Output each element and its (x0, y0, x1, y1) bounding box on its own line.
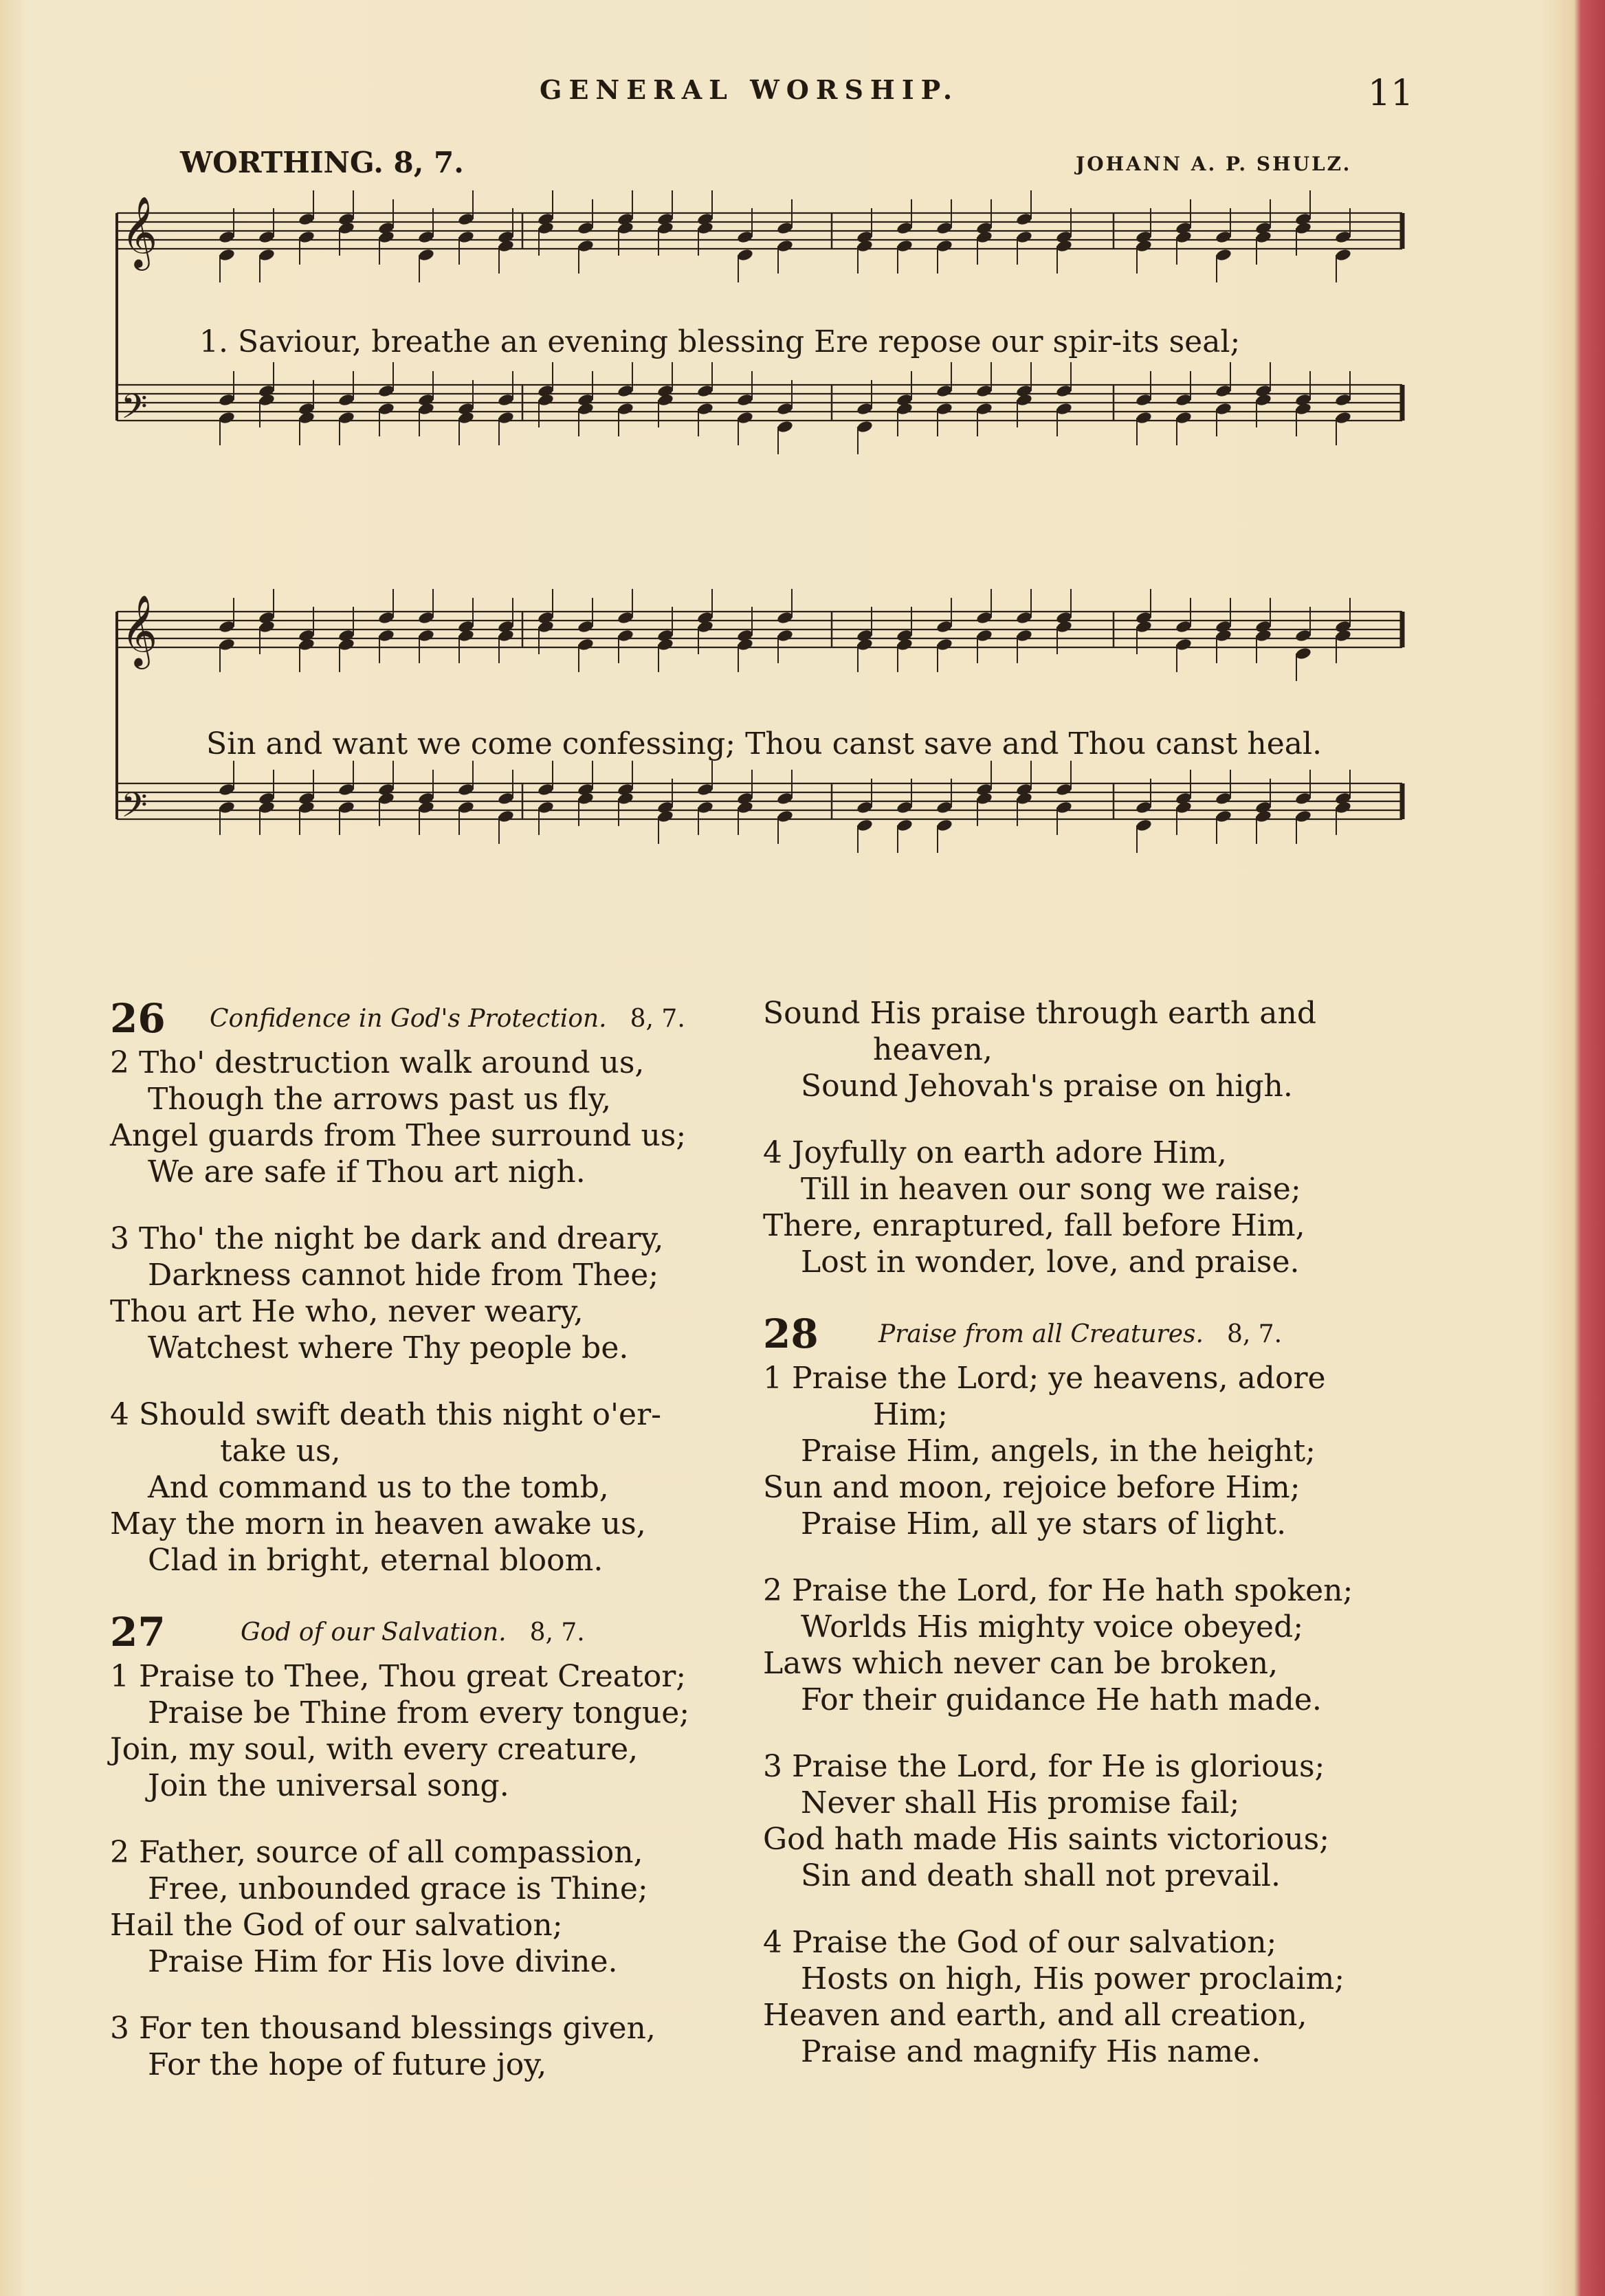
note-head (537, 801, 554, 815)
lyric-line-1: 1. Saviour, breathe an evening blessing Ere repose our spir-its seal; (199, 324, 1241, 359)
verse-line: Sound His praise through earth and (763, 996, 1316, 1031)
note-head (298, 230, 315, 245)
treble-clef: 𝄞 (121, 594, 158, 667)
note-head (298, 212, 315, 227)
hymn-heading (763, 1311, 1423, 1360)
note-head (1294, 647, 1311, 661)
note-head (577, 221, 594, 236)
verse-line: There, enraptured, fall before Him, (763, 1208, 1305, 1243)
verse-line: Praise and magnify His name. (801, 2034, 1261, 2069)
note-head (1215, 810, 1232, 824)
note-head (776, 792, 793, 806)
stanza (763, 995, 1423, 1104)
verse-line: Sin and death shall not prevail. (801, 1858, 1281, 1893)
note-head (776, 239, 793, 254)
verse-line: heaven, (873, 1032, 993, 1067)
note-head (1175, 638, 1192, 652)
verse-line: Angel guards from Thee surround us; (110, 1118, 687, 1153)
hymn-title-text: God of our Salvation. (241, 1618, 507, 1647)
verse-line: Sun and moon, rejoice before Him; (763, 1470, 1300, 1505)
note-head (776, 629, 793, 643)
note-head (377, 611, 395, 625)
note-head (617, 384, 634, 399)
note-head (1175, 411, 1192, 425)
note-head (1015, 611, 1032, 625)
note-head (936, 801, 953, 815)
bass-clef: 𝄢 (121, 785, 148, 834)
verse-line: Never shall His promise fail; (801, 1785, 1240, 1820)
hymn-title (241, 1618, 585, 1647)
note-head (617, 402, 634, 416)
verse-line: Clad in bright, eternal bloom. (148, 1543, 604, 1578)
running-title: GENERAL WORSHIP. (540, 74, 960, 105)
note-head (1334, 393, 1351, 408)
verse-line: Join, my soul, with every creature, (110, 1732, 639, 1767)
hymn-heading (110, 995, 770, 1045)
note-head (457, 230, 474, 245)
note-head (377, 629, 395, 643)
note-head (497, 810, 514, 824)
note-head (337, 393, 355, 408)
verse-line: Laws which never can be broken, (763, 1646, 1279, 1681)
hymn-title-text: Confidence in God's Protection. (210, 1005, 607, 1033)
hymn-heading (110, 1609, 770, 1658)
note-head (218, 411, 235, 425)
note-head (696, 783, 713, 797)
note-head (577, 620, 594, 634)
lyric-line-2: Sin and want we come confessing; Thou canst save and Thou canst heal. (206, 726, 1322, 761)
stanza (110, 1658, 770, 1804)
note-head (377, 402, 395, 416)
hymn-title (210, 1005, 685, 1033)
stanza (110, 1045, 770, 1190)
note-head (776, 402, 793, 416)
note-head (218, 783, 235, 797)
note-head (417, 248, 434, 263)
note-head (1215, 384, 1232, 399)
verse-line: 2 Tho' destruction walk around us, (110, 1045, 645, 1080)
note-head (1175, 620, 1192, 634)
note-head (1334, 230, 1351, 245)
verse-line: Hosts on high, His power proclaim; (801, 1961, 1345, 1996)
verse-line: Sound Jehovah's praise on high. (801, 1069, 1293, 1104)
note-head (896, 801, 913, 815)
verse-line: Hail the God of our salvation; (110, 1908, 563, 1943)
verse-line: 4 Joyfully on earth adore Him, (763, 1135, 1227, 1170)
verse-line: Heaven and earth, and all creation, (763, 1998, 1307, 2033)
note-head (936, 384, 953, 399)
verse-line: Free, unbounded grace is Thine; (148, 1871, 648, 1906)
note-head (856, 420, 873, 434)
note-head (736, 248, 753, 263)
note-head (497, 411, 514, 425)
note-head (696, 384, 713, 399)
verse-line: We are safe if Thou art nigh. (148, 1155, 586, 1190)
note-head (417, 629, 434, 643)
note-head (776, 810, 793, 824)
verse-line: For the hope of future joy, (148, 2047, 547, 2082)
verse-line: 1 Praise to Thee, Thou great Creator; (110, 1659, 687, 1694)
note-head (776, 420, 793, 434)
note-head (1135, 818, 1152, 833)
verse-line: 3 For ten thousand blessings given, (110, 2011, 656, 2046)
left-column (110, 995, 770, 2113)
note-head (1215, 792, 1232, 806)
note-head (736, 230, 753, 245)
verse-line: 2 Praise the Lord, for He hath spoken; (763, 1573, 1353, 1608)
verse-line: Praise Him, angels, in the height; (801, 1434, 1316, 1469)
note-head (457, 801, 474, 815)
note-head (1015, 212, 1032, 227)
stanza (110, 1221, 770, 1366)
stanza (763, 1135, 1423, 1280)
verse-line: 3 Praise the Lord, for He is glorious; (763, 1749, 1325, 1784)
note-head (1294, 629, 1311, 643)
note-head (258, 248, 275, 263)
note-head (577, 638, 594, 652)
verse-line: God hath made His saints victorious; (763, 1822, 1330, 1857)
verse-line: Join the universal song. (148, 1768, 509, 1803)
note-head (936, 402, 953, 416)
note-head (1334, 411, 1351, 425)
note-head (936, 620, 953, 634)
hymn-title-text: Praise from all Creatures. (878, 1320, 1204, 1348)
note-head (218, 801, 235, 815)
verse-line: 2 Father, source of all compassion, (110, 1835, 643, 1870)
verse-line: Till in heaven our song we raise; (801, 1172, 1301, 1207)
note-head (218, 638, 235, 652)
note-head (1215, 248, 1232, 263)
note-head (497, 393, 514, 408)
note-head (856, 818, 873, 833)
note-head (417, 230, 434, 245)
note-head (577, 239, 594, 254)
note-head (337, 801, 355, 815)
note-head (856, 801, 873, 815)
verse-line: And command us to the tomb, (148, 1470, 609, 1505)
note-head (1135, 801, 1152, 815)
note-head (975, 384, 993, 399)
note-head (936, 818, 953, 833)
note-head (617, 611, 634, 625)
verse-line: Worlds His mighty voice obeyed; (801, 1609, 1304, 1645)
note-head (896, 818, 913, 833)
note-head (218, 230, 235, 245)
note-head (1055, 783, 1072, 797)
note-head (1135, 393, 1152, 408)
note-head (1175, 393, 1192, 408)
verse-line: Watchest where Thy people be. (148, 1330, 629, 1366)
note-head (1215, 402, 1232, 416)
note-head (936, 638, 953, 652)
tune-heading (0, 146, 1605, 187)
music-score (110, 186, 1416, 900)
tune-composer: JOHANN A. P. SHULZ. (1076, 153, 1352, 175)
note-head (377, 384, 395, 399)
note-head (497, 792, 514, 806)
stanza (110, 1834, 770, 1980)
right-column (763, 995, 1423, 2100)
note-head (617, 629, 634, 643)
page-number: 11 (1368, 73, 1414, 114)
note-head (218, 393, 235, 408)
verse-line: Praise Him for His love divine. (148, 1944, 618, 1979)
note-head (258, 230, 275, 245)
verse-line: Praise be Thine from every tongue; (148, 1695, 690, 1730)
verse-line: Lost in wonder, love, and praise. (801, 1245, 1300, 1280)
note-head (1334, 248, 1351, 263)
note-head (1294, 792, 1311, 806)
stanza (763, 1360, 1423, 1542)
verse-line: May the morn in heaven awake us, (110, 1506, 646, 1541)
note-head (1055, 384, 1072, 399)
verse-line: 1 Praise the Lord; ye heavens, adore (763, 1361, 1326, 1396)
verse-line: For their guidance He hath made. (801, 1682, 1322, 1717)
treble-clef: 𝄞 (121, 196, 158, 268)
verse-line: 4 Praise the God of our salvation; (763, 1925, 1277, 1960)
note-head (1055, 801, 1072, 815)
stanza (763, 1748, 1423, 1894)
note-head (696, 801, 713, 815)
stanza (763, 1924, 1423, 2070)
note-head (1015, 629, 1032, 643)
hymn-meter: 8, 7. (1226, 1320, 1283, 1348)
tune-name: WORTHING. 8, 7. (180, 146, 464, 179)
hymn-number: 26 (110, 995, 166, 1042)
note-head (337, 411, 355, 425)
note-head (1135, 411, 1152, 425)
note-head (975, 611, 993, 625)
note-head (776, 611, 793, 625)
note-head (736, 393, 753, 408)
hymn-meter: 8, 7. (529, 1618, 585, 1647)
verse-line: 4 Should swift death this night o'er- (110, 1397, 661, 1432)
note-head (736, 411, 753, 425)
note-head (537, 783, 554, 797)
verse-line: take us, (220, 1434, 341, 1469)
note-head (936, 221, 953, 236)
note-head (896, 239, 913, 254)
note-head (337, 783, 355, 797)
verse-line: 3 Tho' the night be dark and dreary, (110, 1221, 664, 1256)
verse-line: Though the arrows past us fly, (148, 1082, 611, 1117)
note-head (1294, 810, 1311, 824)
note-head (936, 239, 953, 254)
bass-clef: 𝄢 (121, 387, 148, 435)
note-head (1015, 230, 1032, 245)
note-head (218, 620, 235, 634)
hymn-title (878, 1320, 1282, 1348)
note-head (696, 402, 713, 416)
note-head (218, 248, 235, 263)
verse-line: Praise Him, all ye stars of light. (801, 1506, 1287, 1541)
hymn-meter: 8, 7. (630, 1005, 685, 1033)
note-head (457, 783, 474, 797)
note-head (975, 629, 993, 643)
note-head (975, 402, 993, 416)
note-head (1215, 230, 1232, 245)
note-head (417, 611, 434, 625)
page-header (0, 74, 1605, 115)
note-head (856, 402, 873, 416)
note-head (896, 221, 913, 236)
hymn-number: 28 (763, 1311, 819, 1357)
hymn-number: 27 (110, 1609, 166, 1656)
verse-line: Darkness cannot hide from Thee; (148, 1258, 659, 1293)
stanza (763, 1572, 1423, 1718)
verse-line: Him; (873, 1397, 948, 1432)
verse-line: Thou art He who, never weary, (110, 1294, 584, 1329)
stanza (110, 2010, 770, 2083)
note-head (776, 221, 793, 236)
stanza (110, 1396, 770, 1579)
note-head (457, 212, 474, 227)
note-head (1055, 402, 1072, 416)
